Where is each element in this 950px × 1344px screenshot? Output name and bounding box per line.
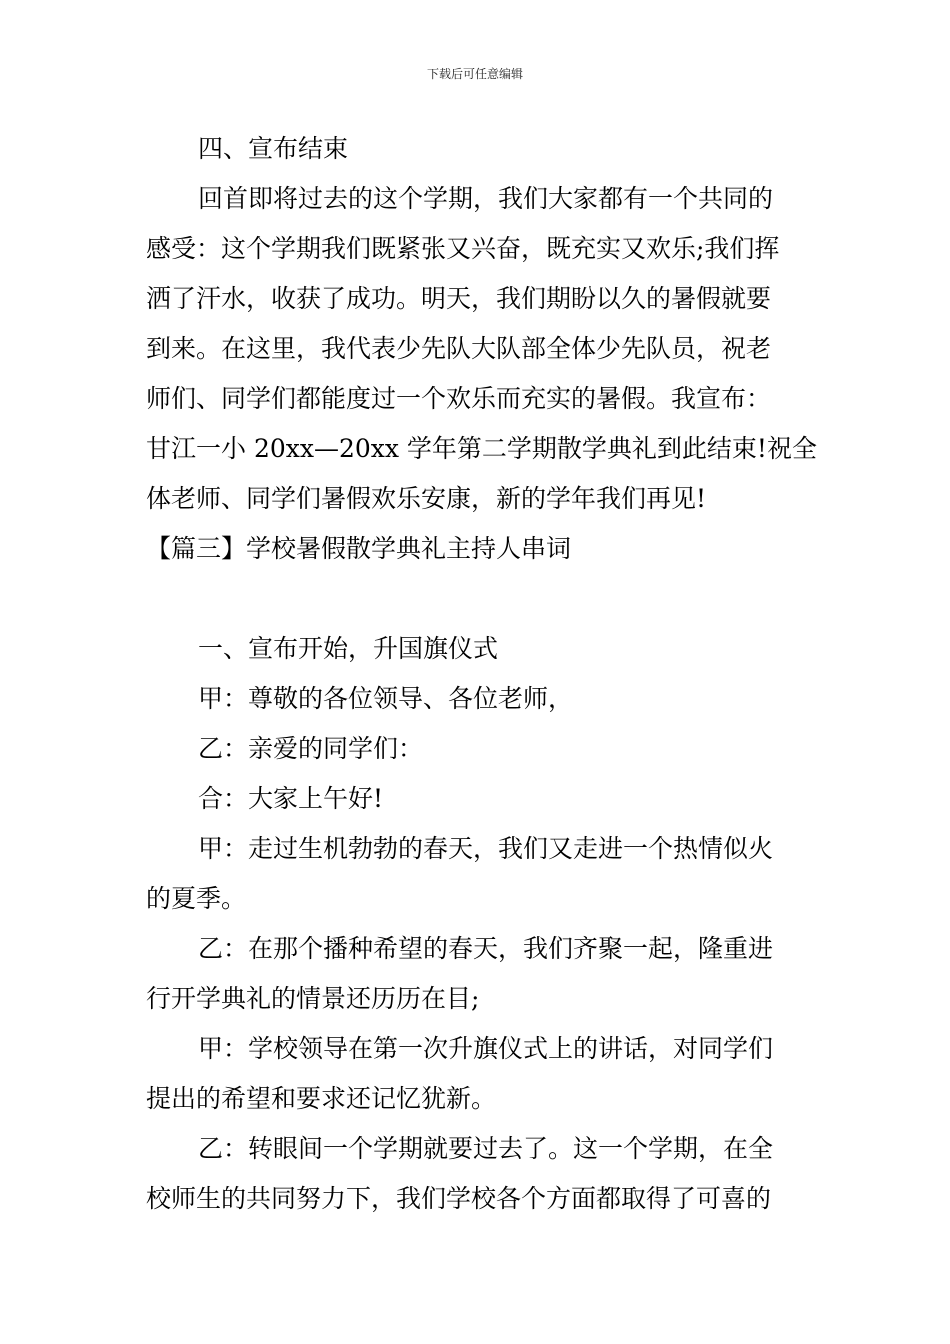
section-heading-start: 一、宣布开始，升国旗仪式	[198, 634, 499, 663]
dialogue-line: 乙：在那个播种希望的春天，我们齐聚一起，隆重进	[198, 934, 774, 963]
document-body	[146, 124, 817, 1224]
dialogue-line: 提出的希望和要求还记忆犹新。	[146, 1084, 497, 1113]
dialogue-line: 合：大家上午好!	[198, 784, 384, 813]
dialogue-line: 乙：亲爱的同学们：	[198, 734, 424, 763]
blank-line	[146, 574, 808, 624]
section-heading-end: 四、宣布结束	[198, 134, 349, 163]
paragraph-line: 甘江一小 20xx—20xx 学年第二学期散学典礼到此结束!祝全	[146, 434, 817, 463]
dialogue-line: 甲：学校领导在第一次升旗仪式上的讲话，对同学们	[198, 1034, 774, 1063]
paragraph-line: 到来。在这里，我代表少先队大队部全体少先队员，祝老	[146, 334, 772, 363]
paragraph-line: 回首即将过去的这个学期，我们大家都有一个共同的	[198, 184, 774, 213]
dialogue-line: 的夏季。	[146, 884, 247, 913]
paragraph-line: 洒了汗水，收获了成功。明天，我们期盼以久的暑假就要	[146, 284, 772, 313]
paragraph-line: 体老师、同学们暑假欢乐安康，新的学年我们再见!	[146, 484, 707, 513]
dialogue-line: 校师生的共同努力下，我们学校各个方面都取得了可喜的	[146, 1184, 772, 1213]
dialogue-line: 甲：尊敬的各位领导、各位老师，	[198, 684, 574, 713]
paragraph-line: 师们、同学们都能度过一个欢乐而充实的暑假。我宣布：	[146, 384, 772, 413]
dialogue-line: 行开学典礼的情景还历历在目;	[146, 984, 480, 1013]
chapter-title: 【篇三】学校暑假散学典礼主持人串词	[146, 534, 572, 563]
page-header: 下载后可任意编辑	[426, 67, 523, 81]
dialogue-line: 乙：转眼间一个学期就要过去了。这一个学期，在全	[198, 1134, 774, 1163]
dialogue-line: 甲：走过生机勃勃的春天，我们又走进一个热情似火	[198, 834, 774, 863]
paragraph-line: 感受：这个学期我们既紧张又兴奋，既充实又欢乐;我们挥	[146, 234, 780, 263]
